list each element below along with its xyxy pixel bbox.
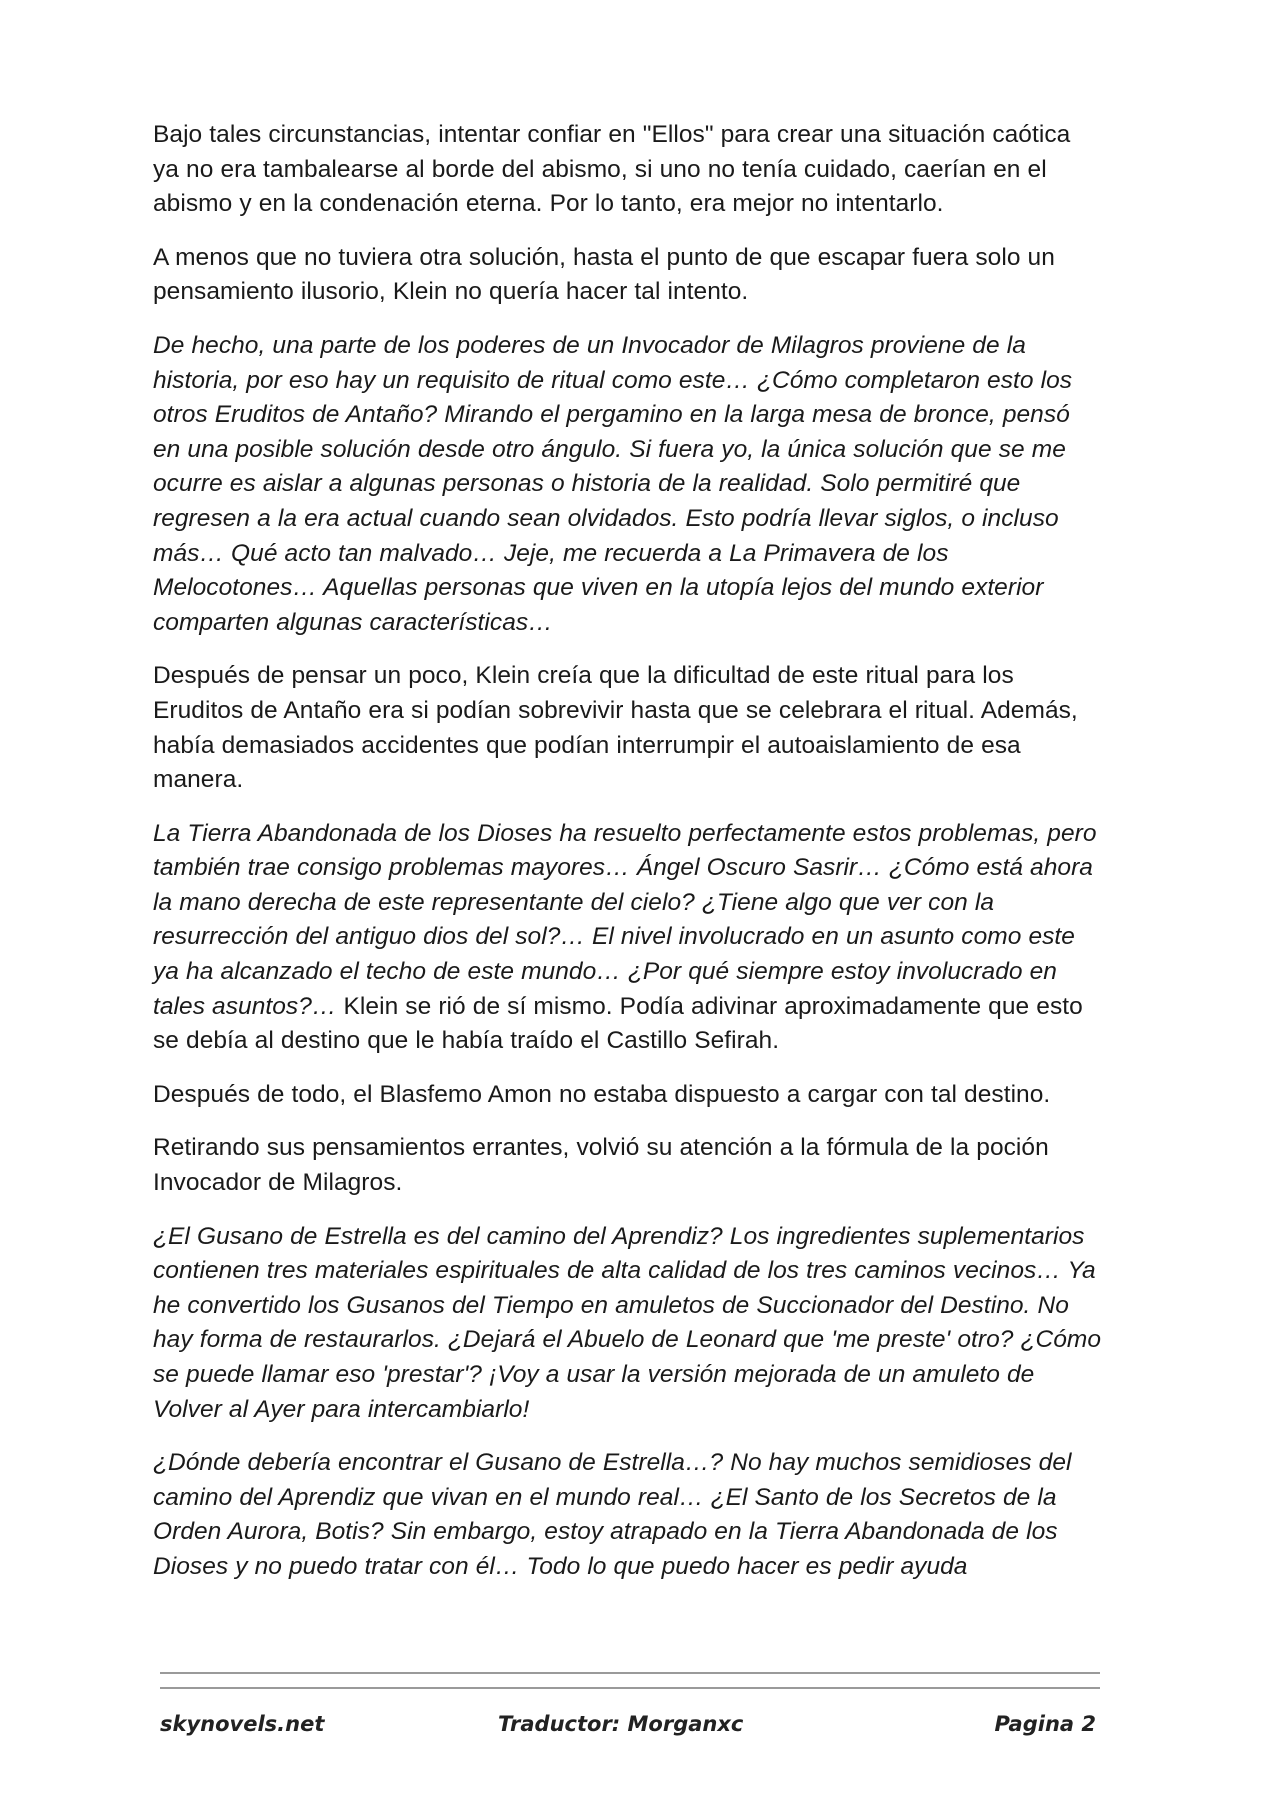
paragraph-6 — [153, 1078, 1103, 1113]
paragraph-9 — [153, 1446, 1103, 1584]
paragraph-7 — [153, 1131, 1103, 1200]
paragraph-6-text: Después de todo, el Blasfemo Amon no estaba dispuesto a cargar con tal destino. — [153, 1080, 1051, 1108]
paragraph-8 — [153, 1220, 1103, 1428]
paragraph-1 — [153, 118, 1103, 222]
body-text — [153, 118, 1103, 1604]
paragraph-3 — [153, 329, 1103, 640]
footer-page-number: Pagina 2 — [994, 1712, 1096, 1736]
paragraph-8-text: ¿El Gusano de Estrella es del camino del Aprendiz? Los ingredientes suplementarios contienen tres materiales espirituales de alta calidad de los tres caminos vecinos… Ya he convertido los Gusanos del Tiempo en amuletos de Succionador del Destino. No hay forma de restaurarlos. ¿Dejará el Abuelo de Leonard que 'me preste' otro? ¿Cómo se puede llamar eso 'prestar'? ¡Voy a usar la versión mejorada de un amuleto de Volver al Ayer para intercambiarlo! — [153, 1222, 1102, 1423]
paragraph-5 — [153, 817, 1103, 1059]
paragraph-5-thought: La Tierra Abandonada de los Dioses ha resuelto perfectamente estos problemas, pero también trae consigo problemas mayores… Ángel Oscuro Sasrir… ¿Cómo está ahora la mano derecha de este representante del cielo? ¿Tiene algo que ver con la resurrección del antiguo dios del sol?… El nivel involucrado en un asunto como este ya ha alcanzado el techo de este mundo… ¿Por qué siempre estoy involucrado en tales asuntos?… — [153, 819, 1097, 1020]
footer-divider-bottom — [160, 1687, 1100, 1689]
paragraph-5-narration: Klein se rió de sí mismo. Podía adivinar aproximadamente que esto se debía al destino que le había traído el Castillo Sefirah. — [153, 992, 1083, 1055]
paragraph-7-text: Retirando sus pensamientos errantes, volvió su atención a la fórmula de la poción Invocador de Milagros. — [153, 1134, 1049, 1197]
footer-site: skynovels.net — [160, 1712, 325, 1736]
footer-translator: Traductor: Morganxc — [498, 1712, 744, 1736]
paragraph-2 — [153, 241, 1103, 310]
footer-divider-top — [160, 1672, 1100, 1674]
paragraph-3-text: De hecho, una parte de los poderes de un Invocador de Milagros proviene de la historia, por eso hay un requisito de ritual como este… ¿Cómo completaron esto los otros Eruditos de Antaño? Mirando el pergamino en la larga mesa de bronce, pensó en una posible solución desde otro ángulo. Si fuera yo, la única solución que se me ocurre es aislar a algunas personas o historia de la realidad. Solo permitiré que regresen a la era actual cuando sean olvidados. Esto podría llevar siglos, o incluso más… Qué acto tan malvado… Jeje, me recuerda a La Primavera de los Melocotones… Aquellas personas que viven en la utopía lejos del mundo exterior comparten algunas características… — [153, 331, 1073, 636]
page-footer — [160, 1712, 1096, 1744]
paragraph-1-text: Bajo tales circunstancias, intentar confiar en "Ellos" para crear una situación caótica ya no era tambalearse al borde del abismo, si uno no tenía cuidado, caerían en el abismo y en la condenación eterna. Por lo tanto, era mejor no intentarlo. — [153, 121, 1071, 218]
paragraph-4 — [153, 659, 1103, 797]
paragraph-9-text: ¿Dónde debería encontrar el Gusano de Estrella…? No hay muchos semidioses del camino del Aprendiz que vivan en el mundo real… ¿El Santo de los Secretos de la Orden Aurora, Botis? Sin embargo, estoy atrapado en la Tierra Abandonada de los Dioses y no puedo tratar con él… Todo lo que puedo hacer es pedir ayuda — [153, 1449, 1072, 1580]
paragraph-4-text: Después de pensar un poco, Klein creía que la dificultad de este ritual para los Eruditos de Antaño era si podían sobrevivir hasta que se celebrara el ritual. Además, había demasiados accidentes que podían interrumpir el autoaislamiento de esa manera. — [153, 662, 1078, 794]
paragraph-2-text: A menos que no tuviera otra solución, hasta el punto de que escapar fuera solo un pensamiento ilusorio, Klein no quería hacer tal intento. — [153, 243, 1055, 306]
